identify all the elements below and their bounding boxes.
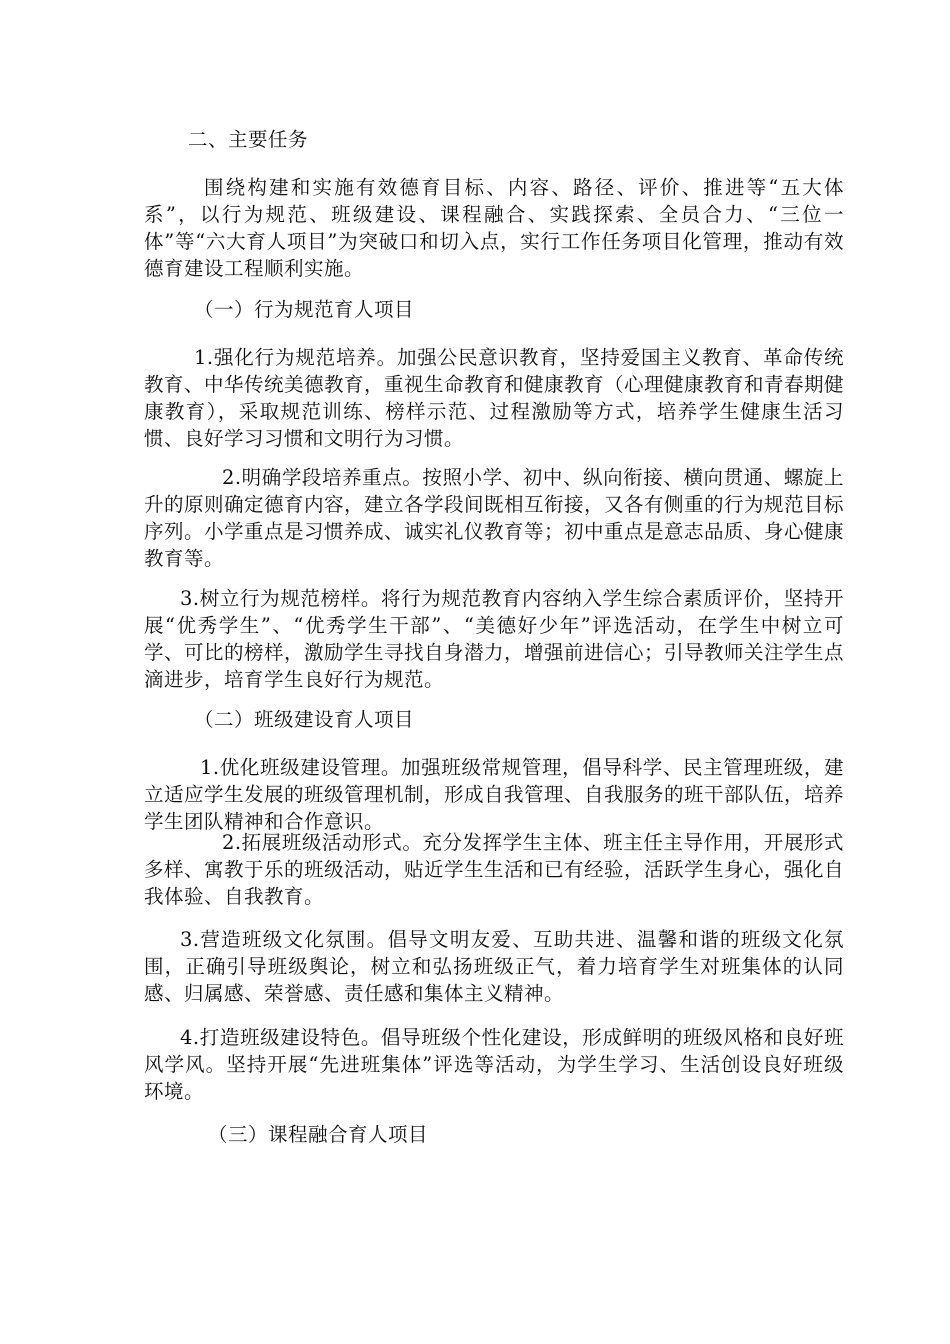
subsection-2-item-4: 4.打造班级建设特色。倡导班级个性化建设，形成鲜明的班级风格和良好班风学风。坚持开展“先进班集体”评选等活动，为学生学习、生活创设良好班级环境。 [144, 1026, 844, 1103]
intro-paragraph: 围绕构建和实施有效德育目标、内容、路径、评价、推进等“五大体系”，以行为规范、班级建设、课程融合、实践探索、全员合力、“三位一体”等“六大育人项目”为突破口和切入点，实行工作任务项目化管理，推动有效德育建设工程顺利实施。 [144, 176, 844, 280]
subsection-1-item-3: 3.树立行为规范榜样。将行为规范教育内容纳入学生综合素质评价，坚持开展“优秀学生”、“优秀学生干部”、“美德好少年”评选活动，在学生中树立可学、可比的榜样，激励学生寻找自身潜力，增强前进信心；引导教师关注学生点滴进步，培育学生良好行为规范。 [144, 587, 845, 691]
subsection-2-item-2: 2.拓展班级活动形式。充分发挥学生主体、班主任主导作用，开展形式多样、寓教于乐的班级活动，贴近学生生活和已有经验，活跃学生身心，强化自我体验、自我教育。 [144, 831, 845, 908]
subsection-1-item-1: 1.强化行为规范培养。加强公民意识教育，坚持爱国主义教育、革命传统教育、中华传统美德教育，重视生命教育和健康教育（心理健康教育和青春期健康教育），采取规范训练、榜样示范、过程激励等方式，培养学生健康生活习惯、良好学习习惯和文明行为习惯。 [144, 346, 845, 450]
section-title: 二、主要任务 [188, 128, 309, 151]
subsection-3-title: （三）课程融合育人项目 [208, 1123, 429, 1146]
subsection-2-title: （二）班级建设育人项目 [194, 708, 415, 731]
subsection-1-item-2: 2.明确学段培养重点。按照小学、初中、纵向衔接、横向贯通、螺旋上升的原则确定德育内容，建立各学段间既相互衔接，又各有侧重的行为规范目标序列。小学重点是习惯养成、诚实礼仪教育等；初中重点是意志品质、身心健康教育等。 [144, 466, 845, 570]
subsection-1-title: （一）行为规范育人项目 [194, 298, 415, 321]
subsection-2-item-1: 1.优化班级建设管理。加强班级常规管理，倡导科学、民主管理班级，建立适应学生发展的班级管理机制，形成自我管理、自我服务的班干部队伍，培养学生团队精神和合作意识。 [144, 756, 845, 833]
subsection-2-item-3: 3.营造班级文化氛围。倡导文明友爱、互助共进、温馨和谐的班级文化氛围，正确引导班级舆论，树立和弘扬班级正气，着力培育学生对班集体的认同感、归属感、荣誉感、责任感和集体主义精神。 [144, 928, 844, 1005]
